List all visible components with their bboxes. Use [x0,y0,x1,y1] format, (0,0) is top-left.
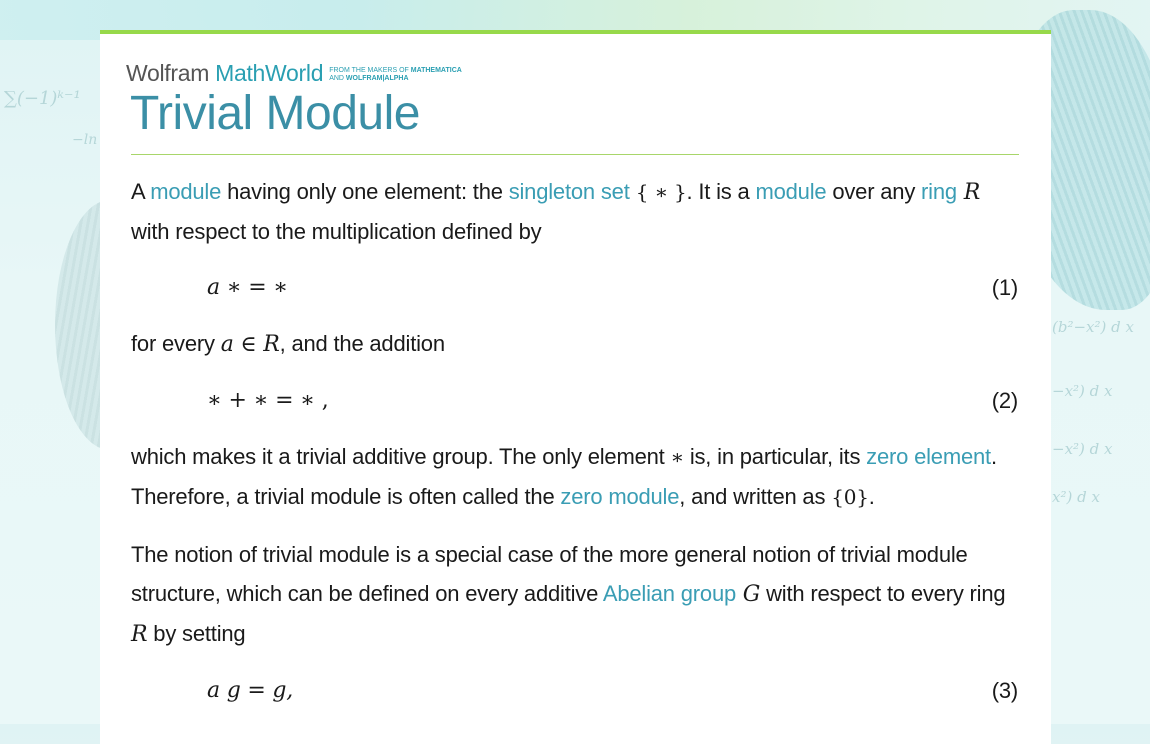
title-divider [131,154,1019,155]
logo-tagline: FROM THE MAKERS OF MATHEMATICA AND WOLFRAM|ALPHA [329,67,462,82]
math-zero-set: {0} [831,485,869,509]
equation-number: (2) [991,388,1018,413]
math-singleton: { ∗ } [629,180,687,204]
math-R: R [956,180,981,205]
paragraph-definition: A module having only one element: the singleton set { ∗ }. It is a module over any ring R with respect to the multiplication defined by [131,179,981,244]
background-formula: −x²) d x [1052,440,1113,458]
background-formula: x²) d x [1052,488,1100,506]
link-module[interactable]: module [150,179,222,204]
math-star: ∗ [670,445,684,469]
link-ring[interactable]: ring [921,179,957,204]
link-zero-module[interactable]: zero module [560,484,680,509]
logo-wolfram: Wolfram [126,60,210,86]
equation-expression: ∗ + ∗ = ∗ , [207,388,329,413]
article-body [131,172,1021,727]
equation-2 [131,381,1021,420]
background-formula: −ln [72,132,98,148]
equation-number: (1) [991,275,1018,300]
background-formula: (b²−x²) d x [1052,318,1134,336]
math-R: R [131,622,148,647]
math-G: G [736,582,761,607]
link-singleton-set[interactable]: singleton set [508,179,630,204]
background-formula: ∑(−1)ᵏ⁻¹ [4,88,81,109]
equation-expression: a g = g, [207,678,294,703]
site-logo[interactable] [126,60,462,87]
equation-3 [131,671,1021,710]
logo-mathworld: MathWorld [215,60,324,86]
paragraph-addition: for every a ∈ R, and the addition [131,331,445,357]
page-title: Trivial Module [130,87,420,140]
article-page [100,30,1051,744]
equation-expression: a ∗ = ∗ [207,275,289,300]
paragraph-zero-module: which makes it a trivial additive group. The only element ∗ is, in particular, its zero element. Therefore, a trivial module is often called the zero module, and written as {0}. [131,444,997,509]
link-abelian-group[interactable]: Abelian group [602,581,737,606]
paragraph-general-notion: The notion of trivial module is a special case of the more general notion of trivial module structure, which can be defined on every additive Abelian group G with respect to every ring R by setting [131,542,1006,647]
math-a-in-R: a ∈ R [220,332,280,357]
equation-number: (3) [991,678,1018,703]
link-module-2[interactable]: module [755,179,827,204]
background-formula: −x²) d x [1052,382,1113,400]
equation-1 [131,268,1021,307]
link-zero-element[interactable]: zero element [866,444,991,469]
